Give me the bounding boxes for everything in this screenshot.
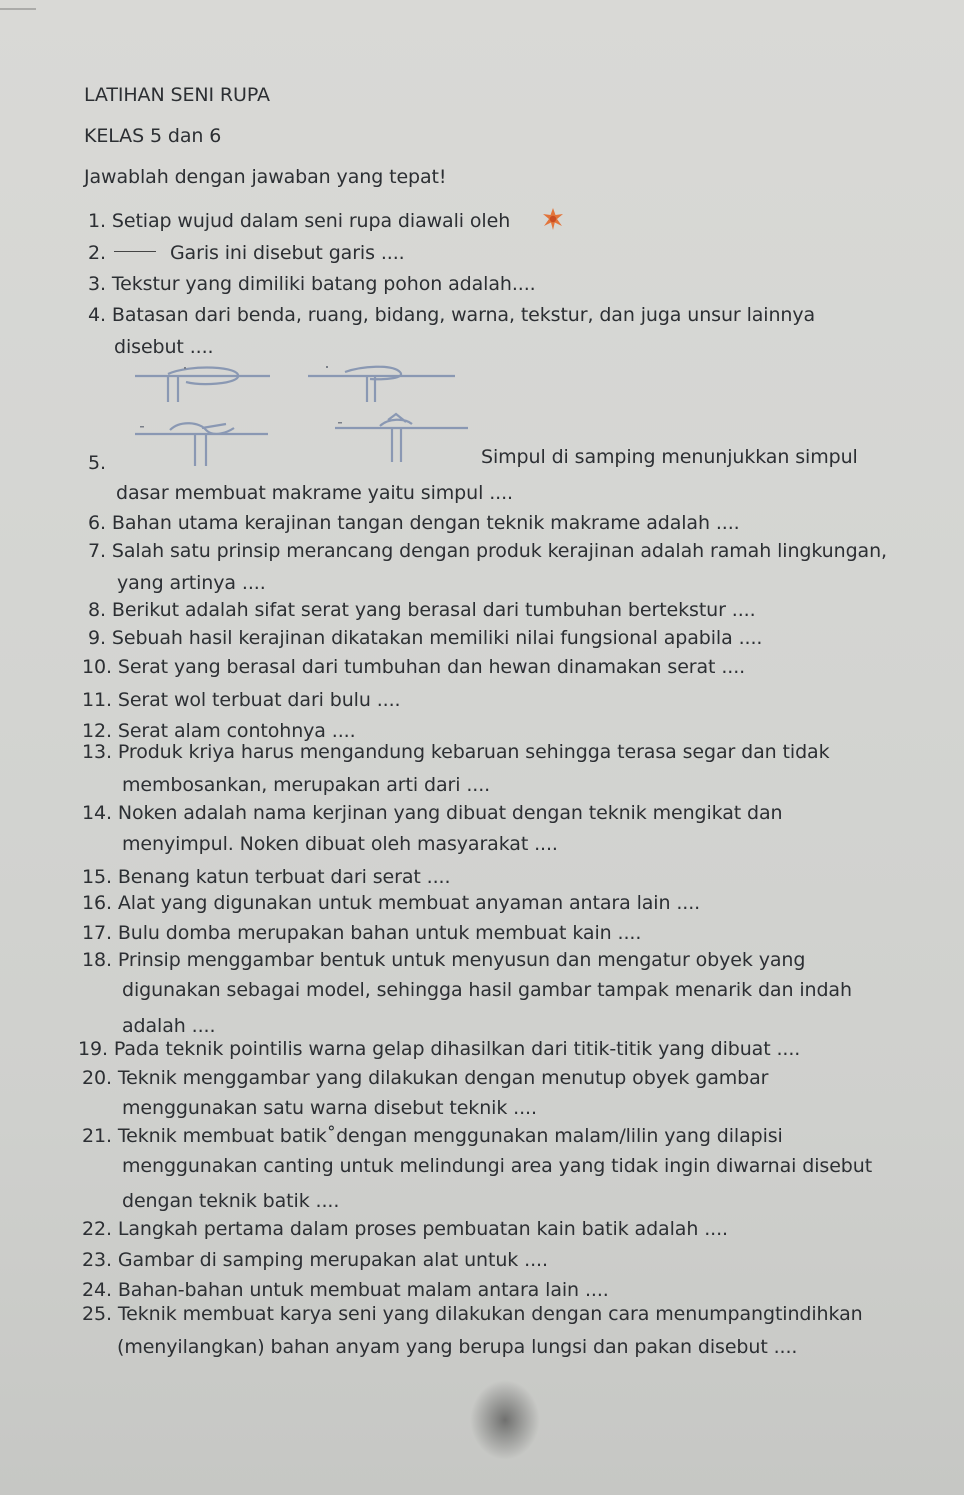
question-number: 12. bbox=[82, 720, 112, 742]
question-number: 20. bbox=[82, 1067, 112, 1089]
makrame-knot-illustration bbox=[130, 362, 475, 474]
question-number: 17. bbox=[82, 922, 112, 944]
question-text: Alat yang digunakan untuk membuat anyaman antara lain .... bbox=[117, 892, 701, 914]
question-18 bbox=[82, 949, 805, 971]
question-number: 13. bbox=[82, 741, 112, 763]
question-15 bbox=[82, 866, 450, 888]
question-18-cont2: adalah .... bbox=[122, 1015, 216, 1037]
question-12 bbox=[82, 720, 356, 742]
question-14-cont: menyimpul. Noken dibuat oleh masyarakat .... bbox=[122, 833, 558, 855]
question-text: Noken adalah nama kerjinan yang dibuat dengan teknik mengikat dan bbox=[117, 802, 783, 824]
question-4-cont: disebut .... bbox=[114, 336, 214, 358]
question-22 bbox=[82, 1218, 728, 1240]
question-number: 8. bbox=[88, 599, 106, 621]
question-number: 25. bbox=[82, 1303, 112, 1325]
question-13-cont: membosankan, merupakan arti dari .... bbox=[122, 774, 491, 796]
question-17 bbox=[82, 922, 641, 944]
question-18-cont: digunakan sebagai model, sehingga hasil gambar tampak menarik dan indah bbox=[122, 979, 852, 1001]
question-6 bbox=[88, 512, 740, 534]
question-text: Serat wol terbuat dari bulu .... bbox=[117, 689, 401, 711]
question-25 bbox=[82, 1303, 863, 1325]
question-14 bbox=[82, 802, 783, 824]
question-text: Langkah pertama dalam proses pembuatan kain batik adalah .... bbox=[117, 1218, 728, 1240]
question-20-cont: menggunakan satu warna disebut teknik .... bbox=[122, 1097, 537, 1119]
page-edge-mark bbox=[0, 8, 36, 10]
question-text: Serat yang berasal dari tumbuhan dan hewan dinamakan serat .... bbox=[117, 656, 746, 678]
question-8 bbox=[88, 599, 756, 621]
question-number: 24. bbox=[82, 1279, 112, 1301]
question-text: Teknik membuat karya seni yang dilakukan dengan cara menumpangtindihkan bbox=[117, 1303, 863, 1325]
question-number: 3. bbox=[88, 273, 106, 295]
question-text: Serat alam contohnya .... bbox=[117, 720, 356, 742]
question-text: Produk kriya harus mengandung kebaruan sehingga terasa segar dan tidak bbox=[117, 741, 830, 763]
question-number: 4. bbox=[88, 304, 106, 326]
worksheet-title: LATIHAN SENI RUPA bbox=[84, 84, 270, 106]
straight-line-illustration bbox=[114, 251, 156, 252]
question-7-cont: yang artinya .... bbox=[117, 572, 266, 594]
question-5-cont: dasar membuat makrame yaitu simpul .... bbox=[116, 482, 513, 504]
question-number: 6. bbox=[88, 512, 106, 534]
question-25-cont: (menyilangkan) bahan anyam yang berupa lungsi dan pakan disebut .... bbox=[117, 1336, 798, 1358]
question-24 bbox=[82, 1279, 609, 1301]
question-text: Batasan dari benda, ruang, bidang, warna, tekstur, dan juga unsur lainnya bbox=[111, 304, 816, 326]
question-number: 23. bbox=[82, 1249, 112, 1271]
question-text: Berikut adalah sifat serat yang berasal dari tumbuhan bertekstur .... bbox=[111, 599, 756, 621]
question-number: 22. bbox=[82, 1218, 112, 1240]
question-text: Bahan utama kerajinan tangan dengan teknik makrame adalah .... bbox=[111, 512, 740, 534]
star-dot-icon bbox=[541, 207, 565, 231]
question-20 bbox=[82, 1067, 768, 1089]
question-number: 11. bbox=[82, 689, 112, 711]
question-21 bbox=[82, 1125, 783, 1147]
question-23 bbox=[82, 1249, 548, 1271]
question-7 bbox=[88, 540, 887, 562]
question-number: 14. bbox=[82, 802, 112, 824]
question-number: 18. bbox=[82, 949, 112, 971]
question-number: 1. bbox=[88, 210, 106, 232]
question-text: Sebuah hasil kerajinan dikatakan memiliki nilai fungsional apabila .... bbox=[111, 627, 763, 649]
question-13 bbox=[82, 741, 829, 763]
class-label: KELAS 5 dan 6 bbox=[84, 125, 222, 147]
question-text: Garis ini disebut garis .... bbox=[169, 242, 405, 264]
question-text: Pada teknik pointilis warna gelap dihasilkan dari titik-titik yang dibuat .... bbox=[113, 1038, 801, 1060]
question-text: Salah satu prinsip merancang dengan produk kerajinan adalah ramah lingkungan, bbox=[111, 540, 887, 562]
question-number: 9. bbox=[88, 627, 106, 649]
question-5-text: Simpul di samping menunjukkan simpul bbox=[481, 446, 858, 468]
question-number: 7. bbox=[88, 540, 106, 562]
question-text: Setiap wujud dalam seni rupa diawali oleh bbox=[111, 210, 511, 232]
question-21-cont2: dengan teknik batik .... bbox=[122, 1190, 340, 1212]
question-text: Gambar di samping merupakan alat untuk .... bbox=[117, 1249, 548, 1271]
question-number: 2. bbox=[88, 242, 106, 264]
question-text: Teknik membuat batik˚dengan menggunakan malam/lilin yang dilapisi bbox=[117, 1125, 783, 1147]
question-1 bbox=[88, 210, 510, 232]
question-text: Bulu domba merupakan bahan untuk membuat kain .... bbox=[117, 922, 642, 944]
question-4 bbox=[88, 304, 815, 326]
question-text: Tekstur yang dimiliki batang pohon adalah.... bbox=[111, 273, 536, 295]
question-10 bbox=[82, 656, 745, 678]
question-text: Teknik menggambar yang dilakukan dengan menutup obyek gambar bbox=[117, 1067, 769, 1089]
question-21-cont: menggunakan canting untuk melindungi area yang tidak ingin diwarnai disebut bbox=[122, 1155, 873, 1177]
question-19 bbox=[78, 1038, 800, 1060]
question-number: 21. bbox=[82, 1125, 112, 1147]
question-16 bbox=[82, 892, 700, 914]
question-text: Benang katun terbuat dari serat .... bbox=[117, 866, 451, 888]
question-number: 10. bbox=[82, 656, 112, 678]
question-5-number: 5. bbox=[88, 452, 106, 474]
question-text: Prinsip menggambar bentuk untuk menyusun dan mengatur obyek yang bbox=[117, 949, 806, 971]
pen-shadow bbox=[470, 1380, 540, 1460]
question-number: 15. bbox=[82, 866, 112, 888]
question-9 bbox=[88, 627, 762, 649]
question-text: Bahan-bahan untuk membuat malam antara lain .... bbox=[117, 1279, 609, 1301]
question-11 bbox=[82, 689, 401, 711]
question-number: 19. bbox=[78, 1038, 108, 1060]
question-number: 16. bbox=[82, 892, 112, 914]
instruction-text: Jawablah dengan jawaban yang tepat! bbox=[84, 166, 447, 188]
question-3 bbox=[88, 273, 536, 295]
question-2 bbox=[88, 242, 405, 264]
